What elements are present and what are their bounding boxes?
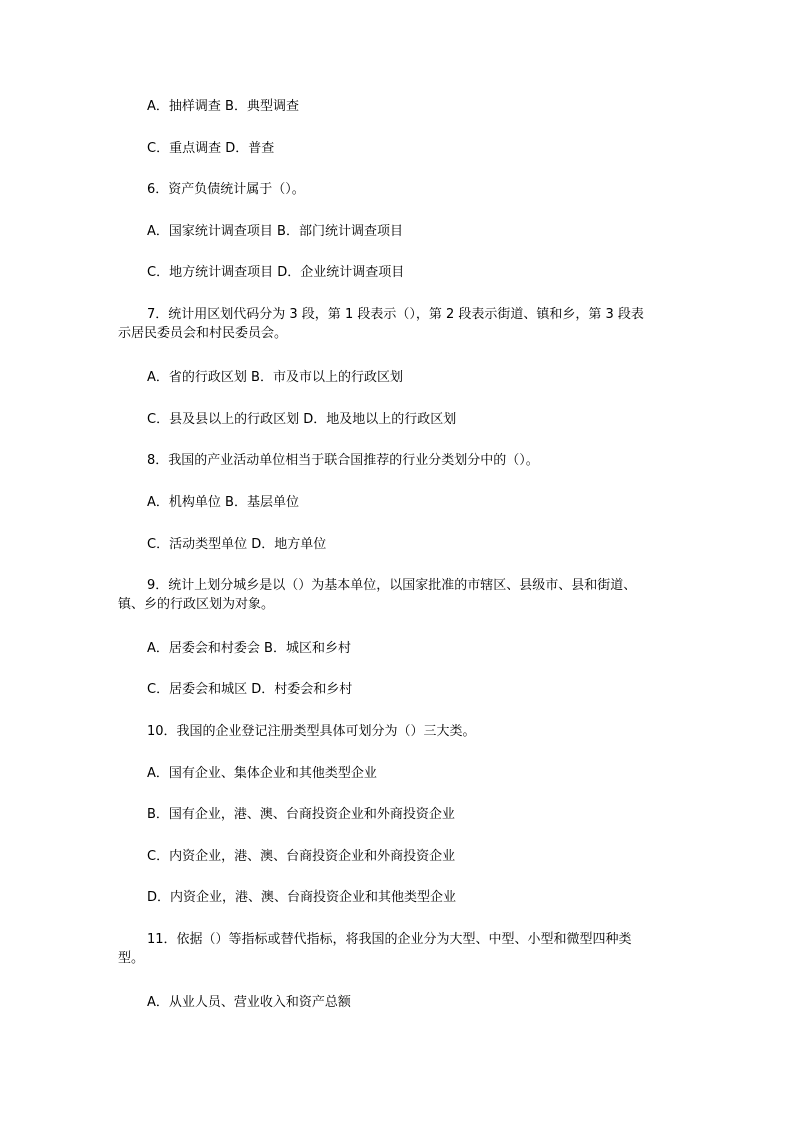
question-7: 7．统计用区划代码分为 3 段，第 1 段表示（），第 2 段表示街道、镇和乡，第 3 段表 示居民委员会和村民委员会。	[118, 307, 644, 341]
question-11: 11．依据（）等指标或替代指标，将我国的企业分为大型、中型、小型和微型四种类 型。	[118, 932, 632, 966]
answer-options-q6-ab: A．国家统计调查项目 B．部门统计调查项目	[147, 224, 403, 239]
answer-options-q5-ab: A．抽样调查 B．典型调查	[147, 99, 299, 114]
answer-options-q7-cd: C．县及县以上的行政区划 D．地及地以上的行政区划	[147, 412, 457, 427]
answer-options-q6-cd: C．地方统计调查项目 D．企业统计调查项目	[147, 265, 405, 280]
answer-options-q7-ab: A．省的行政区划 B．市及市以上的行政区划	[147, 370, 403, 385]
answer-option-q10-b: B．国有企业，港、澳、台商投资企业和外商投资企业	[147, 807, 455, 822]
answer-option-q10-c: C．内资企业，港、澳、台商投资企业和外商投资企业	[147, 849, 456, 864]
answer-option-q10-a: A．国有企业、集体企业和其他类型企业	[147, 766, 377, 781]
answer-options-q9-cd: C．居委会和城区 D．村委会和乡村	[147, 682, 353, 697]
question-10: 10．我国的企业登记注册类型具体可划分为（）三大类。	[147, 724, 476, 739]
answer-option-q10-d: D．内资企业，港、澳、台商投资企业和其他类型企业	[147, 890, 457, 905]
answer-option-q11-a: A．从业人员、营业收入和资产总额	[147, 995, 351, 1010]
answer-options-q8-ab: A．机构单位 B．基层单位	[147, 495, 299, 510]
question-8: 8．我国的产业活动单位相当于联合国推荐的行业分类划分中的（）。	[147, 453, 539, 468]
answer-options-q5-cd: C．重点调查 D．普查	[147, 141, 275, 156]
question-9: 9．统计上划分城乡是以（）为基本单位，以国家批准的市辖区、县级市、县和街道、 镇、乡的行政区划为对象。	[118, 578, 637, 612]
question-6: 6．资产负债统计属于（）。	[147, 182, 305, 197]
answer-options-q8-cd: C．活动类型单位 D．地方单位	[147, 537, 327, 552]
answer-options-q9-ab: A．居委会和村委会 B．城区和乡村	[147, 641, 351, 656]
